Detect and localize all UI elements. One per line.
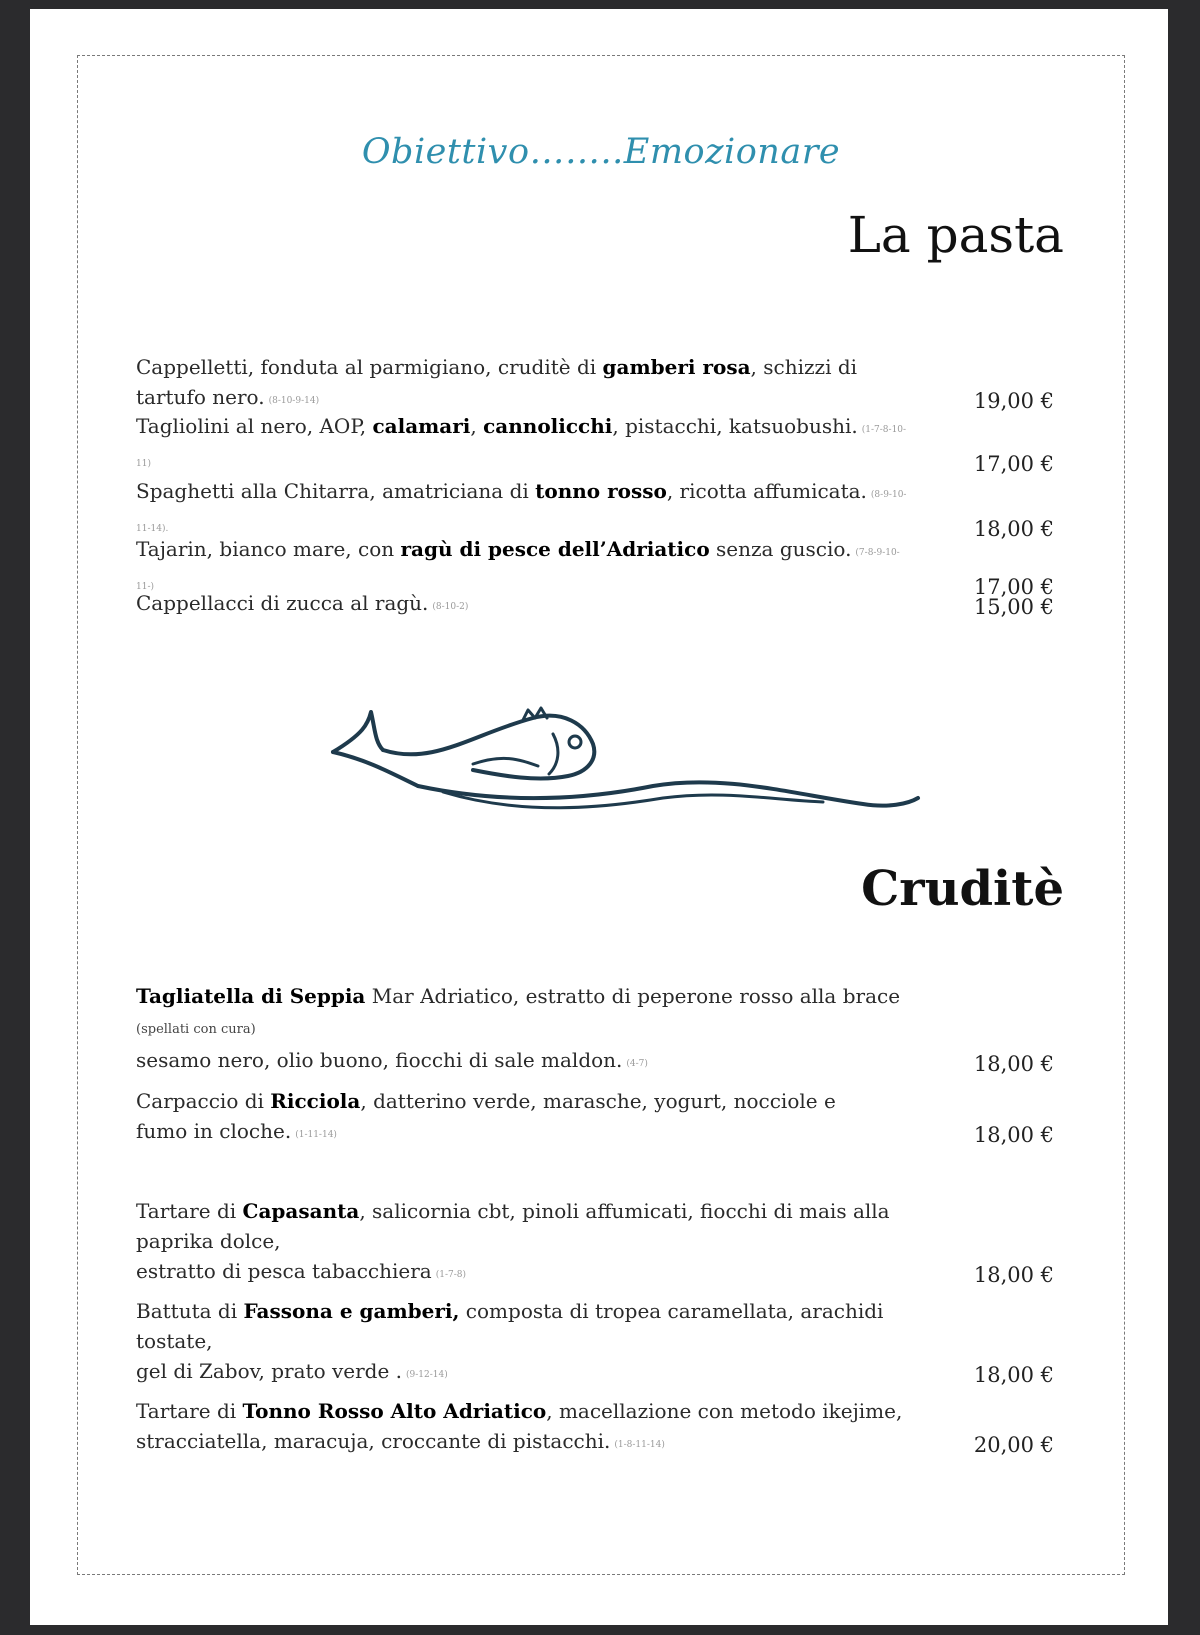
item-text: Tagliolini al nero, AOP,: [136, 414, 373, 438]
item-text: stracciatella, maracuja, croccante di pistacchi.: [136, 1429, 611, 1453]
item-price: 18,00 €: [973, 1363, 1054, 1387]
item-highlight: tonno rosso: [535, 479, 667, 503]
item-highlight: Tonno Rosso Alto Adriatico: [242, 1399, 547, 1423]
allergens: (8-10-9-14): [268, 396, 320, 406]
item-text: ,: [470, 414, 484, 438]
item-text: , pistacchi, katsuobushi.: [612, 414, 858, 438]
menu-item: [136, 1196, 1054, 1290]
item-text: , macellazione con metodo ikejime,: [546, 1399, 903, 1423]
item-price: 19,00 €: [973, 389, 1054, 413]
item-highlight: Ricciola: [270, 1089, 361, 1113]
allergens: (1-7-8): [435, 1270, 467, 1280]
item-text: , datterino verde, marasche, yogurt, nocciole e: [360, 1089, 836, 1113]
item-note: (spellati con cura): [136, 1022, 256, 1037]
item-text: , salicornia cbt, pinoli affumicati, fiocchi di mais alla paprika dolce,: [136, 1199, 890, 1253]
allergens: (1-7-8-10-11): [136, 425, 907, 469]
allergens: (7-8-9-10-11-): [136, 548, 900, 592]
menu-item: [136, 411, 1054, 479]
menu-item: [136, 352, 1054, 416]
item-highlight: ragù di pesce dell’Adriatico: [400, 537, 710, 561]
item-text: estratto di pesca tabacchiera: [136, 1259, 432, 1283]
item-highlight: cannolicchi: [483, 414, 613, 438]
item-text: Carpaccio di: [136, 1089, 271, 1113]
item-price: 18,00 €: [973, 517, 1054, 541]
item-text: Battuta di: [136, 1299, 244, 1323]
item-highlight: Capasanta: [242, 1199, 360, 1223]
item-price: 20,00 €: [973, 1433, 1054, 1457]
item-text: Cappelletti, fonduta al parmigiano, cruditè di: [136, 355, 603, 379]
allergens: (1-11-14): [295, 1130, 337, 1140]
item-text: gel di Zabov, prato verde .: [136, 1359, 403, 1383]
item-text: fumo in cloche.: [136, 1119, 292, 1143]
item-price: 18,00 €: [973, 1052, 1054, 1076]
menu-page: [30, 9, 1168, 1625]
item-text: , ricotta affumicata.: [666, 479, 867, 503]
tagline: Obiettivo……..Emozionare: [361, 132, 841, 172]
item-highlight: Tagliatella di Seppia: [136, 984, 366, 1008]
item-text: Mar Adriatico, estratto di peperone rosso alla brace: [365, 984, 901, 1008]
item-text: senza guscio.: [709, 537, 852, 561]
item-text: Tartare di: [136, 1199, 243, 1223]
section-title-crudite: Cruditè: [861, 861, 1064, 917]
menu-item: [136, 1396, 1054, 1460]
menu-item: [136, 1296, 1054, 1390]
menu-item: [136, 981, 1054, 1079]
item-highlight: Fassona e gamberi,: [243, 1299, 460, 1323]
item-highlight: calamari: [372, 414, 471, 438]
allergens: (4-7): [626, 1059, 648, 1069]
item-text: composta di tropea caramellata, arachidi tostate,: [136, 1299, 884, 1353]
menu-item: [136, 1086, 1054, 1150]
item-text: sesamo nero, olio buono, fiocchi di sale maldon.: [136, 1048, 623, 1072]
allergens: (1-8-11-14): [614, 1440, 665, 1450]
fish-wave-icon: [323, 704, 923, 824]
item-text: Tartare di: [136, 1399, 243, 1423]
item-price: 18,00 €: [973, 1123, 1054, 1147]
section-title-pasta: La pasta: [847, 206, 1064, 264]
item-text: Tajarin, bianco mare, con: [136, 537, 401, 561]
item-text: Spaghetti alla Chitarra, amatriciana di: [136, 479, 536, 503]
item-price: 17,00 €: [973, 452, 1054, 476]
item-text: Cappellacci di zucca al ragù.: [136, 591, 429, 615]
allergens: (8-9-10-11-14).: [136, 490, 907, 534]
page-border: [77, 55, 1125, 1575]
item-price: 17,00 €: [973, 575, 1054, 599]
item-price: 15,00 €: [973, 595, 1054, 619]
allergens: (8-10-2): [432, 602, 469, 612]
item-highlight: gamberi rosa: [602, 355, 751, 379]
menu-item: [136, 588, 1054, 622]
item-price: 18,00 €: [973, 1263, 1054, 1287]
allergens: (9-12-14): [406, 1370, 448, 1380]
item-text: , schizzi di tartufo nero.: [136, 355, 858, 409]
